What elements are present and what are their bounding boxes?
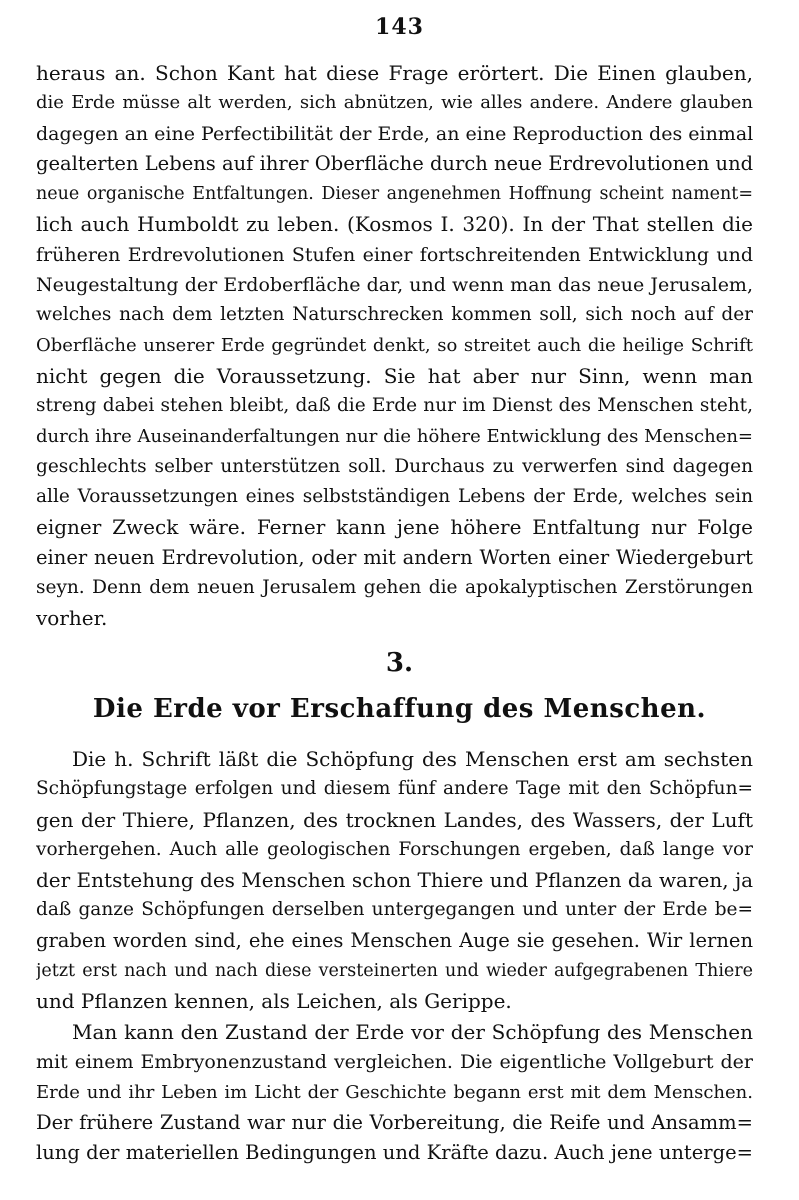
text-line: alle Voraussetzungen eines selbstständigen Lebens der Erde, welches sein [36,486,753,508]
text-line: durch ihre Auseinanderfaltungen nur die höhere Entwicklung des Menschen= [36,425,753,447]
text-line: Die h. Schrift läßt die Schöpfung des Menschen erst am sechsten [72,747,753,771]
text-line: geschlechts selber unterstützen soll. Durchaus zu verwerfen sind dagegen [36,455,753,477]
text-line: gealterten Lebens auf ihrer Oberfläche durch neue Erdrevolutionen und [36,151,753,175]
text-line: neue organische Entfaltungen. Dieser angenehmen Hoffnung scheint nament= [36,184,753,205]
text-line: und Pflanzen kennen, als Leichen, als Gerippe. [36,989,512,1014]
section-title: Die Erde vor Erschaffung des Menschen. [92,694,707,724]
text-line: Oberfläche unserer Erde gegründet denkt, so streitet auch die heilige Schrift [36,334,753,356]
text-line: vorhergehen. Auch alle geologischen Forschungen ergeben, daß lange vor [36,838,753,860]
text-line: streng dabei stehen bleibt, daß die Erde nur im Dienst des Menschen steht, [36,395,753,417]
text-line: lich auch Humboldt zu leben. (Kosmos I. 320). In der That stellen die [36,212,753,237]
paragraph-2 [36,744,753,1017]
text-line: eigner Zweck wäre. Ferner kann jene höhere Entfaltung nur Folge [36,515,753,540]
text-line: mit einem Embryonenzustand vergleichen. Die eigentliche Vollgeburt der [36,1051,753,1074]
text-line: lung der materiellen Bedingungen und Kräfte dazu. Auch jene unterge= [36,1141,753,1165]
text-line: Erde und ihr Leben im Licht der Geschichte begann erst mit dem Menschen. [36,1081,753,1103]
paragraph-1 [36,58,753,634]
text-line: Neugestaltung der Erdoberfläche dar, und wenn man das neue Jerusalem, [36,274,753,297]
text-line: die Erde müsse alt werden, sich abnützen, wie alles andere. Andere glauben [36,92,753,114]
text-line: dagegen an eine Perfectibilität der Erde, an eine Reproduction des einmal [36,122,753,145]
text-line: gen der Thiere, Pflanzen, des trocknen Landes, des Wassers, der Luft [36,807,753,832]
text-line: jetzt erst nach und nach diese versteinerten und wieder aufgegrabenen Thiere [36,961,753,982]
text-line: Der frühere Zustand war nur die Vorbereitung, die Reife und Ansamm= [36,1110,753,1134]
text-line: heraus an. Schon Kant hat diese Frage erörtert. Die Einen glauben, [36,61,753,85]
text-line: daß ganze Schöpfungen derselben untergegangen und unter der Erde be= [36,899,753,921]
text-line: nicht gegen die Voraussetzung. Sie hat aber nur Sinn, wenn man [36,363,753,388]
text-line: Man kann den Zustand der Erde vor der Schöpfung des Menschen [72,1020,753,1044]
text-line: welches nach dem letzten Naturschrecken kommen soll, sich noch auf der [36,304,753,326]
section-number: 3. [385,648,414,678]
text-line: der Entstehung des Menschen schon Thiere und Pflanzen da waren, ja [36,868,753,893]
text-line: graben worden sind, ehe eines Menschen Auge sie gesehen. Wir lernen [36,928,753,952]
paragraph-3 [36,1017,753,1168]
text-line: früheren Erdrevolutionen Stufen einer fortschreitenden Entwicklung und [36,243,753,266]
text-line: Schöpfungstage erfolgen und diesem fünf andere Tage mit den Schöpfun= [36,778,753,800]
text-line: vorher. [36,606,108,631]
text-line: seyn. Denn dem neuen Jerusalem gehen die apokalyptischen Zerstörungen [36,577,753,599]
text-line: einer neuen Erdrevolution, oder mit andern Worten einer Wiedergeburt [36,545,753,569]
page-number: 143 [375,14,424,40]
